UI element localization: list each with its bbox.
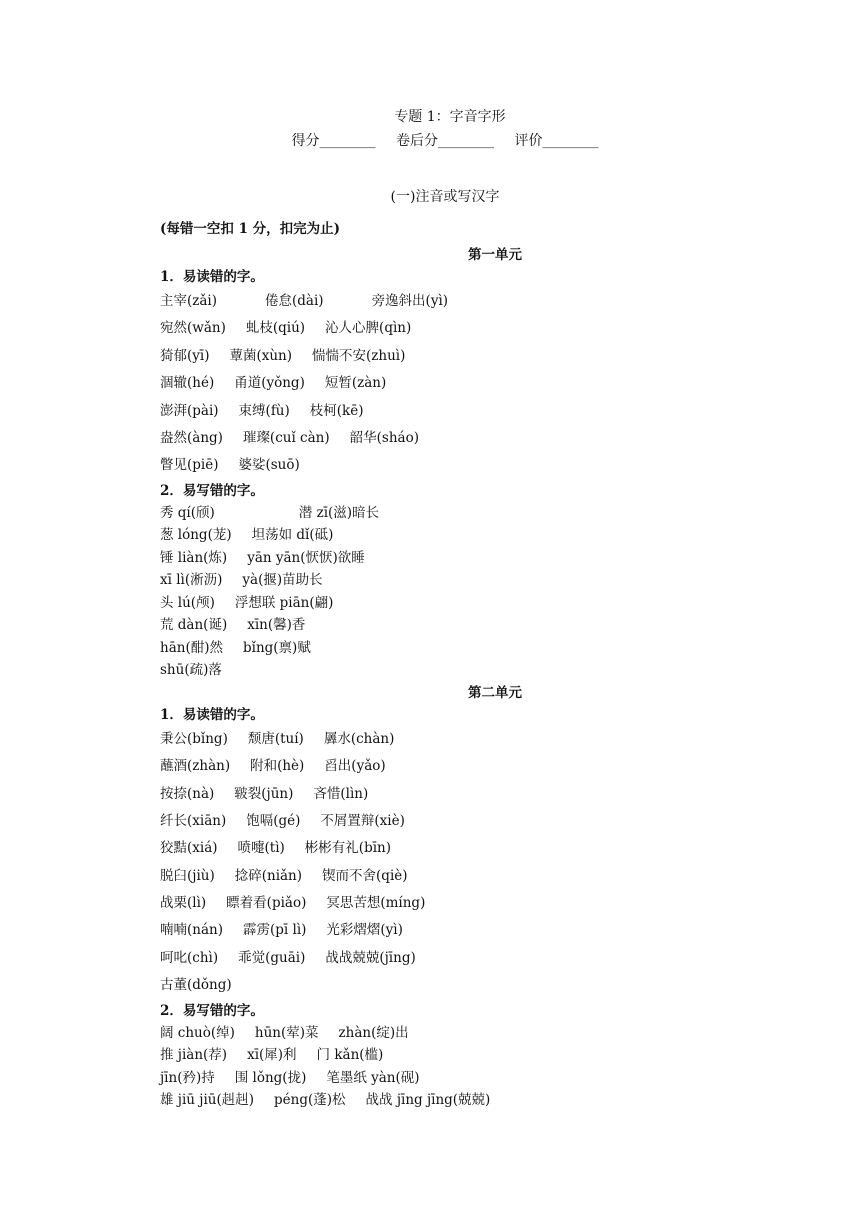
reading-item: 脱臼(jiù) [160, 867, 215, 884]
reading-item: 附和(hè) [250, 758, 305, 775]
reading-row [160, 917, 720, 944]
writing-item: xī lì(淅沥) [160, 572, 223, 589]
unit-heading: 第一单元 [468, 247, 522, 263]
reading-item: 呵叱(chì) [160, 949, 219, 966]
reading-item: 舀出(yǎo) [324, 758, 386, 775]
reading-item: 羼水(chàn) [323, 730, 395, 747]
reading-item: 冥思苦想(míng) [326, 895, 426, 912]
writing-item: 战战 jīng jīng(兢兢) [365, 1092, 491, 1109]
writing-row [160, 569, 720, 592]
writing-item: 潜 zī(滋)暗长 [298, 504, 380, 521]
reading-item: 涸辙(hé) [160, 375, 215, 392]
reading-item: 倦怠(dài) [265, 293, 324, 309]
reading-row [160, 425, 720, 452]
writing-row [160, 1089, 720, 1112]
reading-item: 韶华(sháo) [349, 429, 419, 446]
writing-item: xīn(馨)香 [247, 617, 306, 634]
reading-row [160, 343, 720, 370]
score-field: 得分________ [291, 133, 376, 149]
writing-item: 葱 lóng(茏) [160, 527, 232, 544]
reading-item: 战战兢兢(jīng) [325, 949, 416, 966]
reading-item: 喃喃(nán) [160, 922, 223, 939]
reading-item: 秉公(bǐng) [160, 730, 228, 747]
reading-item: 甬道(yǒng) [234, 375, 305, 392]
reading-row [160, 398, 720, 425]
reading-item: 饱嗝(gé) [246, 812, 301, 829]
reading-row [160, 835, 720, 862]
reading-item: 捻碎(niǎn) [234, 867, 303, 884]
writing-row [160, 524, 720, 547]
writing-item: jīn(矜)持 [160, 1069, 215, 1086]
reading-item: 蘸酒(zhàn) [160, 758, 231, 775]
score-bar [0, 130, 860, 150]
reading-item: 短暂(zàn) [324, 375, 387, 392]
writing-question: 2．易写错的字。 [160, 1002, 264, 1019]
reading-question: 1．易读错的字。 [160, 269, 264, 285]
evaluation-field: 评价________ [514, 133, 599, 149]
writing-row [160, 502, 720, 525]
writing-item: 推 jiàn(荐) [160, 1047, 228, 1064]
reading-row [160, 452, 720, 479]
section-title: (一)注音或写汉字 [390, 189, 500, 205]
reading-item: 枝柯(kē) [309, 402, 364, 419]
writing-item: 门 kǎn(槛) [316, 1047, 384, 1064]
writing-item: hān(酣)然 [160, 639, 223, 656]
writing-item: shū(疏)落 [160, 662, 222, 679]
reading-item: 颓唐(tuí) [247, 730, 304, 747]
writing-row [160, 1022, 720, 1045]
writing-item: yān yān(恹恹)欲睡 [247, 549, 365, 566]
writing-item: hūn(荤)菜 [254, 1024, 319, 1041]
reading-row [160, 781, 720, 808]
reading-row [160, 315, 720, 342]
reading-question: 1．易读错的字。 [160, 706, 264, 723]
reading-item: 虬枝(qiú) [245, 320, 306, 337]
reading-row [160, 808, 720, 835]
reading-item: 盎然(àng) [160, 429, 223, 446]
reading-item: 霹雳(pī lì) [242, 922, 307, 939]
writing-item: 头 lú(颅) [160, 594, 215, 611]
reading-item: 主宰(zǎi) [160, 293, 218, 309]
reading-item: 束缚(fù) [238, 402, 290, 419]
page-title: 专题 1：字音字形 [394, 109, 506, 125]
writing-item: 荒 dàn(诞) [160, 617, 228, 634]
writing-item: 笔墨纸 yàn(砚) [326, 1069, 420, 1086]
exercise-content [160, 218, 720, 1112]
scoring-note: (每错一空扣 1 分，扣完为止) [160, 221, 341, 237]
writing-item: bǐng(禀)赋 [242, 639, 311, 656]
score-after-field: 卷后分________ [396, 133, 494, 149]
reading-item: 光彩熠熠(yì) [326, 922, 403, 939]
reading-item: 蕈菌(xùn) [229, 347, 293, 364]
reading-item: 沁人心脾(qìn) [325, 320, 412, 337]
reading-item: 宛然(wǎn) [160, 320, 226, 337]
writing-item: 雄 jiū jiū(赳赳) [160, 1092, 255, 1109]
writing-item: 锤 liàn(炼) [160, 549, 228, 566]
reading-item: 战栗(lì) [160, 895, 207, 912]
reading-item: 锲而不舍(qiè) [322, 867, 408, 884]
reading-item: 惴惴不安(zhuì) [312, 347, 406, 364]
writing-row [160, 637, 720, 660]
reading-row [160, 890, 720, 917]
writing-item: 围 lǒng(拢) [234, 1069, 307, 1086]
reading-item: 喷嚏(tì) [237, 840, 285, 857]
reading-item: 澎湃(pài) [160, 402, 219, 419]
writing-row [160, 1044, 720, 1067]
writing-item: 阔 chuò(绰) [160, 1024, 235, 1041]
writing-row [160, 547, 720, 570]
reading-item: 皲裂(jūn) [234, 785, 294, 802]
reading-item: 瞟着看(piǎo) [226, 895, 307, 912]
reading-row [160, 753, 720, 780]
reading-row [160, 370, 720, 397]
reading-row [160, 288, 720, 315]
writing-question: 2．易写错的字。 [160, 482, 264, 499]
reading-item: 旁逸斜出(yì) [371, 293, 449, 309]
unit-heading: 第二单元 [468, 684, 522, 701]
writing-item: 秀 qí(颀) [160, 504, 215, 521]
writing-row [160, 592, 720, 615]
reading-row [160, 726, 720, 753]
reading-item: 吝惜(lìn) [313, 785, 369, 802]
reading-item: 璀璨(cuǐ càn) [242, 429, 330, 446]
reading-item: 彬彬有礼(bīn) [304, 840, 391, 857]
reading-item: 古董(dǒng) [160, 977, 232, 994]
reading-item: 猗郁(yī) [160, 347, 210, 364]
writing-item: 坦荡如 dǐ(砥) [251, 527, 334, 544]
reading-row [160, 972, 720, 999]
reading-item: 婆娑(suō) [238, 457, 300, 474]
reading-row [160, 863, 720, 890]
reading-item: 瞥见(piē) [160, 457, 219, 474]
reading-item: 狡黠(xiá) [160, 840, 218, 857]
reading-row [160, 945, 720, 972]
writing-item: zhàn(绽)出 [338, 1024, 409, 1041]
reading-item: 按捺(nà) [160, 785, 215, 802]
writing-item: xī(犀)利 [247, 1047, 297, 1064]
writing-row [160, 614, 720, 637]
reading-item: 不屑置辩(xiè) [320, 812, 405, 829]
writing-item: péng(蓬)松 [274, 1092, 346, 1109]
reading-item: 乖觉(guāi) [238, 949, 306, 966]
reading-item: 纤长(xiān) [160, 812, 227, 829]
writing-item: 浮想联 piān(翩) [234, 594, 334, 611]
writing-item: yà(揠)苗助长 [242, 572, 323, 589]
writing-row [160, 659, 720, 682]
writing-row [160, 1067, 720, 1090]
